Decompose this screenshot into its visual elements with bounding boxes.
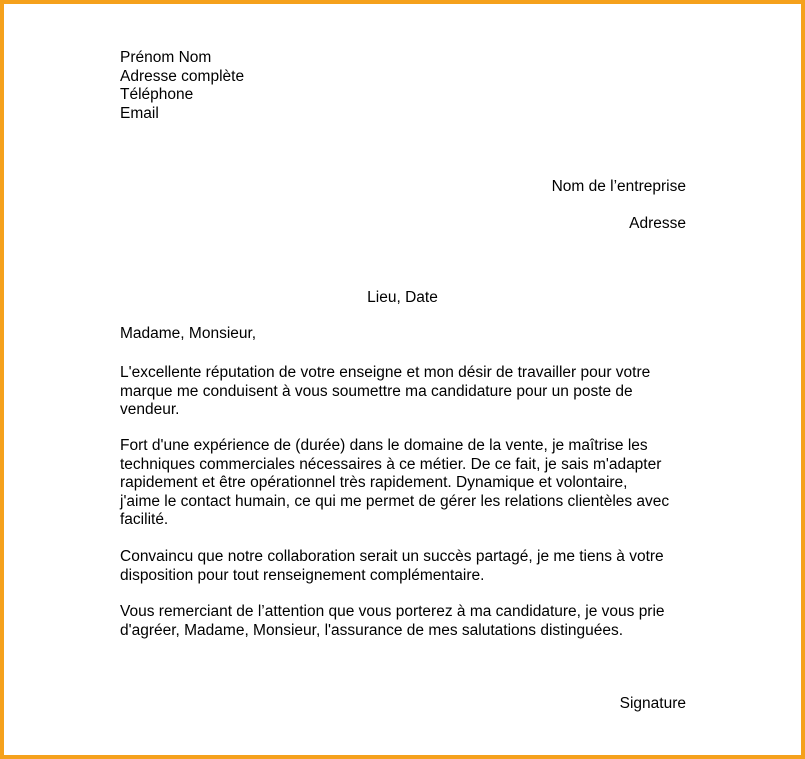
place-date: Lieu, Date xyxy=(367,289,438,306)
sender-block xyxy=(120,49,244,123)
paragraph-line: Convaincu que notre collaboration serait un succès partagé, je me tiens à votre xyxy=(120,548,664,565)
paragraph-experience xyxy=(120,437,669,530)
paragraph-line: d'agréer, Madame, Monsieur, l'assurance de mes salutations distinguées. xyxy=(120,621,624,639)
paragraph-line: Vous remerciant de l’attention que vous porterez à ma candidature, je vous prie xyxy=(120,603,665,620)
paragraph-line: marque me conduisent à vous soumettre ma candidature pour un poste de xyxy=(120,382,633,400)
paragraph-line: facilité. xyxy=(120,511,169,528)
paragraph-line: L'excellente réputation de votre enseigne et mon désir de travailler pour votre xyxy=(120,364,651,381)
paragraph-line: disposition pour tout renseignement complémentaire. xyxy=(120,566,485,584)
paragraph-line: techniques commerciales nécessaires à ce métier. De ce fait, je sais m'adapter xyxy=(120,455,662,473)
sender-address: Adresse complète xyxy=(120,67,245,85)
sender-phone: Téléphone xyxy=(120,86,194,103)
paragraph-availability xyxy=(120,548,664,585)
sender-name: Prénom Nom xyxy=(120,49,212,66)
recipient-company: Nom de l’entreprise xyxy=(551,178,686,195)
paragraph-line: j'aime le contact humain, ce qui me permet de gérer les relations clientèles avec xyxy=(120,492,670,510)
paragraph-intro xyxy=(120,364,650,420)
paragraph-line: rapidement et être opérationnel très rapidement. Dynamique et volontaire, xyxy=(120,474,628,491)
paragraph-line: vendeur. xyxy=(120,401,180,418)
recipient-address: Adresse xyxy=(629,215,686,232)
paragraph-line: Fort d'une expérience de (durée) dans le domaine de la vente, je maîtrise les xyxy=(120,437,648,454)
sender-email: Email xyxy=(120,104,159,122)
salutation: Madame, Monsieur, xyxy=(120,325,257,342)
signature: Signature xyxy=(619,695,686,712)
paragraph-closing xyxy=(120,603,665,640)
